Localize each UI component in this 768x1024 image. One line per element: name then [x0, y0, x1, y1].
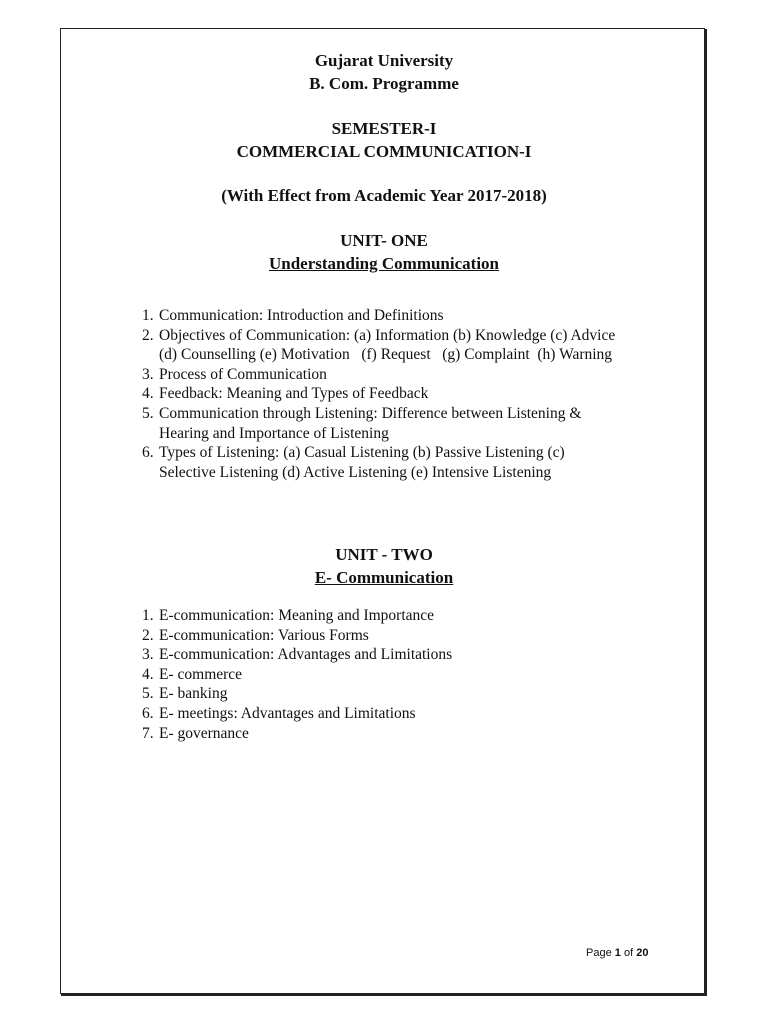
- list-item: [142, 645, 452, 665]
- list-item: [142, 384, 615, 404]
- list-item-text: E-communication: Advantages and Limitations: [159, 646, 453, 664]
- page-total: 20: [636, 947, 649, 959]
- list-item-text: Feedback: Meaning and Types of Feedback: [159, 385, 429, 403]
- list-item-number: [142, 463, 159, 483]
- page-border: [60, 28, 705, 994]
- list-item-text: E- banking: [159, 685, 228, 703]
- unit-two-title: UNIT - TWO: [335, 545, 433, 564]
- list-item: [142, 724, 452, 744]
- list-item-number: 1.: [142, 307, 154, 324]
- list-item: [142, 404, 615, 424]
- list-item-text: E- governance: [159, 724, 249, 742]
- list-item-number: 4.: [142, 385, 154, 403]
- course-title: COMMERCIAL COMMUNICATION-I: [236, 142, 532, 161]
- list-item: [142, 665, 452, 685]
- list-item-number: [142, 424, 159, 444]
- list-item: [142, 626, 452, 646]
- list-item-text: (d) Counselling (e) Motivation (f) Request (g) Complaint (h) Warning: [159, 346, 613, 364]
- list-item-number: 3.: [142, 365, 154, 383]
- page-current: 1: [614, 947, 621, 959]
- page-word: Page: [586, 947, 612, 959]
- university-name: Gujarat University: [314, 51, 454, 70]
- semester-title: SEMESTER-I: [331, 119, 437, 138]
- list-item: [142, 424, 615, 444]
- list-item-text: E- meetings: Advantages and Limitations: [159, 704, 416, 722]
- list-item-text: Selective Listening (d) Active Listening (e) Intensive Listening: [159, 463, 552, 481]
- list-item: [142, 606, 452, 626]
- list-item-text: E-communication: Various Forms: [159, 626, 369, 644]
- list-item-number: 6.: [142, 704, 154, 722]
- list-item-number: 5.: [142, 685, 154, 703]
- unit-one-subtitle: Understanding Communication: [268, 254, 499, 273]
- effect-note: (With Effect from Academic Year 2017-2018): [221, 186, 547, 205]
- list-item: [142, 443, 615, 463]
- list-item: [142, 326, 615, 346]
- list-item-number: 2.: [142, 626, 154, 644]
- list-item-text: Objectives of Communication: (a) Information (b) Knowledge (c) Advice: [159, 326, 616, 344]
- page-of-word: of: [623, 947, 634, 959]
- list-item: [142, 684, 452, 704]
- unit-one-topic-list: [142, 306, 615, 482]
- list-item-text: Types of Listening: (a) Casual Listening (b) Passive Listening (c): [159, 444, 565, 462]
- list-item-text: E- commerce: [159, 665, 243, 683]
- list-item: [142, 306, 615, 326]
- list-item-number: [142, 345, 159, 365]
- page-number: [586, 947, 648, 959]
- unit-one-title: UNIT- ONE: [340, 231, 428, 250]
- list-item-number: 6.: [142, 444, 154, 462]
- list-item-number: 4.: [142, 665, 154, 683]
- list-item-text: Communication through Listening: Difference between Listening &: [159, 404, 582, 422]
- list-item: [142, 345, 615, 365]
- list-item-text: Hearing and Importance of Listening: [159, 424, 389, 442]
- list-item-number: 5.: [142, 404, 154, 422]
- list-item: [142, 463, 615, 483]
- programme-name: B. Com. Programme: [309, 74, 459, 93]
- unit-two-subtitle: E- Communication: [314, 568, 454, 587]
- list-item-number: 3.: [142, 646, 154, 664]
- list-item: [142, 704, 452, 724]
- list-item-number: 1.: [142, 607, 154, 624]
- list-item-text: Process of Communication: [159, 365, 327, 383]
- list-item-number: 7.: [142, 724, 154, 742]
- unit-two-topic-list: [142, 606, 452, 743]
- list-item-text: Communication: Introduction and Definitions: [159, 307, 444, 324]
- list-item: [142, 365, 615, 385]
- list-item-text: E-communication: Meaning and Importance: [159, 607, 435, 624]
- list-item-number: 2.: [142, 326, 154, 344]
